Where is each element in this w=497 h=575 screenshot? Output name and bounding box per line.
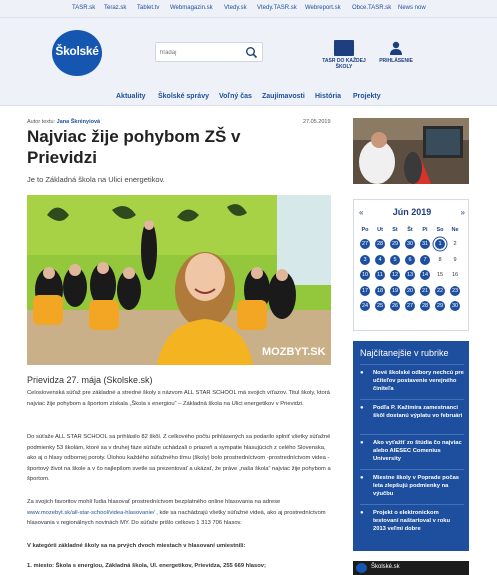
calendar-weekday: Po bbox=[361, 227, 369, 233]
most-read-item-label: Projekt o elektronickom testovaní naštartoval v roku 2013 veľmi dobre bbox=[373, 510, 450, 532]
top-link-vtedy-tasr[interactable]: Vtedy.TASR.sk bbox=[257, 5, 297, 11]
calendar-day[interactable]: 30 bbox=[406, 241, 414, 247]
calendar-day[interactable]: 14 bbox=[421, 272, 429, 278]
sidebar-video-thumbnail[interactable] bbox=[353, 118, 469, 184]
calendar-day[interactable]: 8 bbox=[438, 256, 442, 263]
bullet-icon: ● bbox=[360, 405, 364, 411]
most-read-box bbox=[353, 341, 469, 551]
top-link-teraz[interactable]: Teraz.sk bbox=[104, 5, 127, 11]
calendar-weekday: Št bbox=[407, 227, 413, 233]
search-box bbox=[155, 42, 263, 62]
calendar-day[interactable]: 3 bbox=[360, 255, 370, 265]
calendar-day[interactable]: 19 bbox=[391, 287, 399, 294]
most-read-item[interactable] bbox=[360, 504, 464, 540]
calendar-day[interactable]: 24 bbox=[361, 303, 369, 309]
logo-text: Školské bbox=[55, 44, 99, 58]
calendar-weekday: Ut bbox=[377, 227, 383, 233]
calendar-day[interactable]: 20 bbox=[406, 287, 414, 294]
calendar-day[interactable]: 29 bbox=[436, 303, 444, 309]
nav-projekty[interactable]: Projekty bbox=[353, 93, 381, 100]
most-read-item-label: Miestne školy v Poprade počas leta zlepšujú podmienky na výučbu bbox=[373, 475, 460, 497]
calendar-day[interactable]: 27 bbox=[406, 303, 414, 309]
calendar-day[interactable]: 28 bbox=[376, 241, 384, 247]
author-name[interactable]: Jana Škrényiová bbox=[56, 119, 101, 125]
bullet-icon: ● bbox=[360, 370, 364, 376]
calendar-day[interactable]: 30 bbox=[451, 303, 459, 309]
channel-name: Školské.sk bbox=[371, 564, 400, 570]
nav-aktuality[interactable]: Aktuality bbox=[116, 93, 146, 100]
calendar-title: Jún 2019 bbox=[392, 207, 432, 217]
site-logo[interactable] bbox=[52, 30, 102, 76]
sidebar-video-player[interactable] bbox=[353, 561, 469, 575]
calendar-day[interactable]: 16 bbox=[451, 272, 459, 278]
bullet-icon: ● bbox=[360, 440, 364, 446]
article-author bbox=[27, 119, 100, 125]
calendar-weekday: So bbox=[436, 227, 444, 233]
most-read-item-label: Nové školské odbory nechcú pre učiteľov postavenie verejného činiteľa bbox=[373, 370, 464, 392]
calendar-day[interactable]: 5 bbox=[390, 255, 400, 265]
calendar-day[interactable]: 22 bbox=[436, 287, 444, 294]
calendar-day[interactable]: 4 bbox=[375, 255, 385, 265]
p3-text-start: Za svojich favoritov mohli ľudia hlasovať prostredníctvom bezplatného online hlasovania na adrese bbox=[27, 499, 281, 505]
article-lead: Je to Základná škola na Ulici energetikov. bbox=[27, 175, 165, 184]
most-read-item[interactable] bbox=[360, 399, 464, 435]
article-title: Najviac žije pohybom ZŠ v Prievidzi bbox=[27, 127, 241, 167]
most-read-item[interactable] bbox=[360, 364, 464, 400]
nav-skolske-spravy[interactable]: Školské správy bbox=[158, 93, 209, 100]
calendar-weekday: Pi bbox=[422, 227, 428, 233]
article-paragraph-3 bbox=[27, 497, 331, 529]
calendar-widget bbox=[353, 199, 469, 331]
calendar-day[interactable]: 25 bbox=[376, 303, 384, 309]
calendar-weekday: St bbox=[392, 227, 398, 233]
calendar-day[interactable]: 7 bbox=[420, 255, 430, 265]
calendar-day[interactable]: 17 bbox=[361, 287, 369, 294]
article-paragraph-5: 1. miesto: Škola s energiou, Základná škola, Ul. energetikov, Prievidza, 255 669 hlasov; bbox=[27, 563, 266, 569]
calendar-prev-button[interactable]: « bbox=[359, 208, 364, 217]
article-photo-art bbox=[27, 195, 331, 365]
login-label: PRIHLÁSENIE bbox=[379, 58, 413, 64]
calendar-day[interactable]: 9 bbox=[453, 256, 457, 263]
calendar-day[interactable]: 23 bbox=[451, 287, 459, 294]
tasr-schools-link[interactable] bbox=[322, 40, 366, 70]
photo-caption: Prievidza 27. mája (Skolske.sk) bbox=[27, 375, 153, 385]
login-link[interactable] bbox=[376, 40, 416, 64]
calendar-day[interactable]: 28 bbox=[421, 303, 429, 309]
calendar-day[interactable]: 13 bbox=[406, 272, 414, 278]
calendar-day[interactable]: 11 bbox=[375, 270, 385, 280]
site-header bbox=[0, 18, 497, 88]
user-icon bbox=[389, 40, 403, 56]
tasr-icon bbox=[334, 40, 354, 56]
calendar-day[interactable]: 12 bbox=[391, 272, 399, 278]
bullet-icon: ● bbox=[360, 510, 364, 516]
calendar-day[interactable]: 26 bbox=[391, 303, 399, 309]
p3-text-end: , kde sa nachádzajú všetky súťažné videá, ako aj prostredníctvom hlasovania v regionálnych novinách MY. Do súťaže prišlo celkovo 1 313 706 hlasov. bbox=[27, 509, 326, 526]
calendar-day[interactable]: 18 bbox=[376, 287, 384, 294]
most-read-item[interactable] bbox=[360, 469, 464, 505]
calendar-day[interactable]: 31 bbox=[421, 241, 429, 247]
top-link-tasr[interactable]: TASR.sk bbox=[72, 5, 96, 11]
channel-logo-icon bbox=[356, 563, 367, 573]
top-link-webmagazin[interactable]: Webmagazin.sk bbox=[170, 5, 213, 11]
calendar-day[interactable]: 27 bbox=[361, 241, 369, 247]
most-read-item[interactable] bbox=[360, 434, 464, 470]
calendar-day[interactable]: 1 bbox=[435, 239, 445, 249]
tasr-schools-label: TASR DO KAŽDEJ ŠKOLY bbox=[322, 58, 366, 70]
calendar-day[interactable]: 21 bbox=[421, 287, 429, 294]
article-paragraph-2: Do súťaže ALL STAR SCHOOL sa prihlásilo 82 škôl. Z celkového počtu prihlásených sa podarilo splniť všetky súťažné podmienky 53 školám, ktoré sa v druhej fáze súťaže uchádzali o priazeň a sympatie hlasujúcich z celého Slovenska, ako aj o hlasy odbornej poroty. Úlohou každého súťažného tímu (školy) bolo prostredníctvom -prostredníctvom videa - športový život na škole a v čo najlepšom svetle sa prezentovať a ukázať, že práve „naša škola“ najviac žije pohybom a športom. bbox=[27, 434, 331, 482]
calendar-day[interactable]: 10 bbox=[361, 272, 369, 278]
most-read-item-label: Ako vyťažiť zo štúdia čo najviac alebo AIESEC Comenius University bbox=[373, 440, 462, 462]
search-input[interactable] bbox=[160, 46, 244, 59]
top-links-bar bbox=[0, 0, 497, 18]
article-date: 27.05.2019 bbox=[303, 119, 331, 125]
article-paragraph-1: Celoslovenská súťaž pre základné a stredné školy s názvom ALL STAR SCHOOL má svojich víťazov. Titul školy, ktorá najviac žije pohybom a športom získala „Škola s energiou“ – Základná škola na Ulici energetikov v Prievidzi. bbox=[27, 390, 330, 407]
calendar-day[interactable]: 2 bbox=[453, 241, 457, 247]
nav-zaujimavosti[interactable]: Zaujímavosti bbox=[262, 93, 305, 100]
top-link-webreport[interactable]: Webreport.sk bbox=[305, 5, 341, 11]
nav-volny-cas[interactable]: Voľný čas bbox=[219, 93, 252, 100]
calendar-next-button[interactable]: » bbox=[460, 208, 465, 217]
top-link-news-now[interactable]: News now bbox=[398, 5, 426, 11]
top-link-vtedy[interactable]: Vtedy.sk bbox=[224, 5, 247, 11]
calendar-day[interactable]: 15 bbox=[436, 272, 444, 278]
calendar-day[interactable]: 6 bbox=[405, 255, 415, 265]
top-link-obce[interactable]: Obce.TASR.sk bbox=[352, 5, 392, 11]
photo-watermark: MOZBYT.SK bbox=[262, 346, 326, 358]
most-read-title: Najčítanejšie v rubrike bbox=[360, 348, 449, 358]
top-link-tablet[interactable]: Tablet.tv bbox=[137, 5, 160, 11]
calendar-header bbox=[354, 203, 470, 217]
article-paragraph-4: V kategórii základné školy sa na prvých dvoch miestach v hlasovaní umiestnili: bbox=[27, 543, 246, 549]
bullet-icon: ● bbox=[360, 475, 364, 481]
article-photo bbox=[27, 195, 331, 365]
video-thumbnail-art bbox=[353, 118, 469, 184]
main-nav bbox=[0, 88, 497, 106]
calendar-weekday: Ne bbox=[451, 227, 459, 233]
calendar-day[interactable]: 29 bbox=[391, 241, 399, 247]
search-icon[interactable] bbox=[245, 46, 258, 59]
most-read-item-label: Podľa P. Kažimíra zamestnanci škôl dostanú výplatu vo februári bbox=[373, 405, 463, 419]
author-label: Autor textu: bbox=[27, 119, 56, 125]
voting-link[interactable]: www.mozebyt.sk/all-star-school/videa-hlasovanie/ bbox=[27, 509, 155, 516]
nav-historia[interactable]: História bbox=[315, 93, 342, 100]
